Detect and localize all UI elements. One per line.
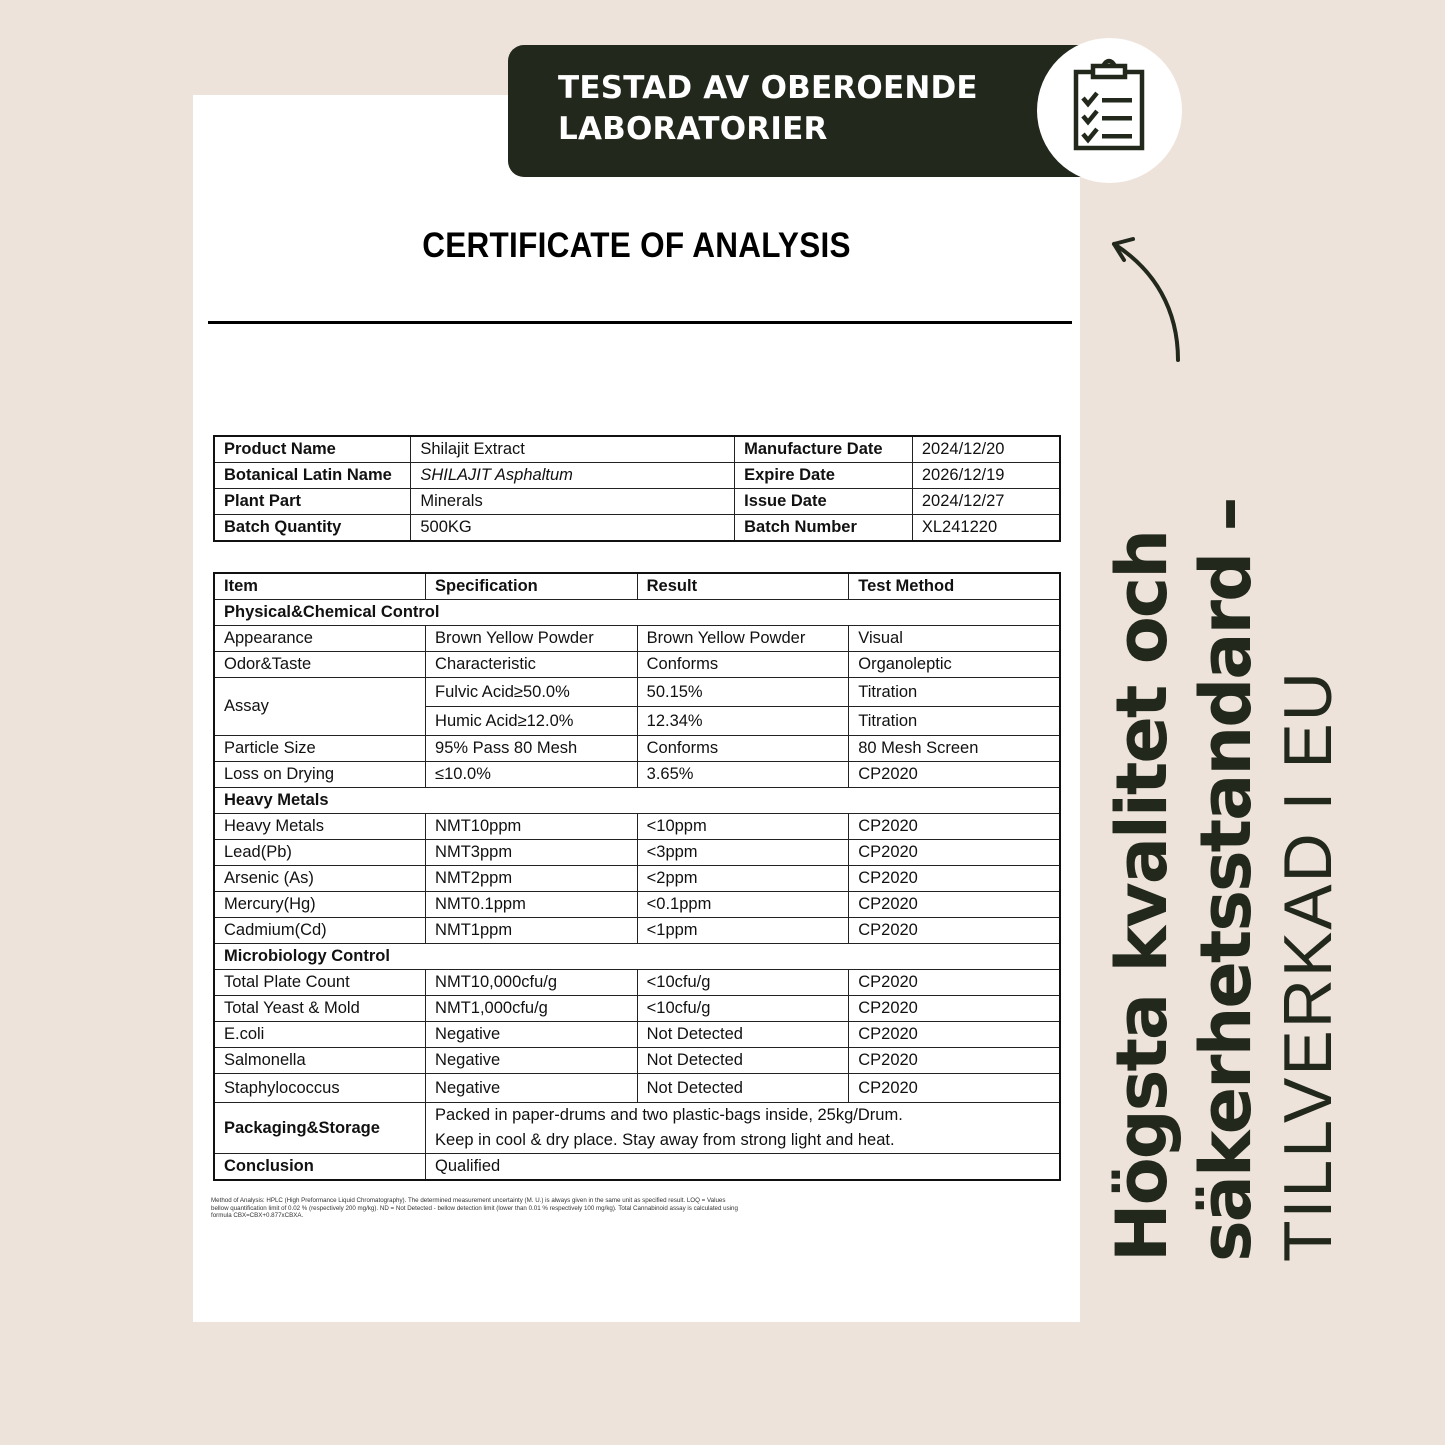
cell-method: CP2020	[849, 918, 1060, 944]
table-row	[214, 892, 1060, 918]
table-row	[214, 918, 1060, 944]
info-value: 2026/12/19	[912, 463, 1060, 489]
cell-method: CP2020	[849, 1048, 1060, 1074]
info-label: Expire Date	[735, 463, 913, 489]
section-row	[214, 944, 1060, 970]
table-row	[214, 626, 1060, 652]
cell-spec: NMT1ppm	[426, 918, 638, 944]
analysis-table	[213, 572, 1061, 1181]
cell-spec: Negative	[426, 1022, 638, 1048]
table-row	[214, 866, 1060, 892]
column-header-item: Item	[214, 573, 426, 600]
table-row	[214, 814, 1060, 840]
cell-item: Cadmium(Cd)	[214, 918, 426, 944]
cell-spec: NMT10,000cfu/g	[426, 970, 638, 996]
tagline-line-2: säkerhetsstandard –	[1185, 498, 1267, 1262]
section-row	[214, 600, 1060, 626]
info-label: Product Name	[214, 436, 411, 463]
table-row	[214, 515, 1060, 542]
banner-heading	[558, 68, 978, 150]
cell-result: 3.65%	[637, 762, 849, 788]
cell-item: Mercury(Hg)	[214, 892, 426, 918]
cell-result: Not Detected	[637, 1048, 849, 1074]
table-row	[214, 1022, 1060, 1048]
cell-spec: NMT0.1ppm	[426, 892, 638, 918]
tagline-line-1: Högsta kvalitet och	[1101, 530, 1183, 1262]
info-label: Manufacture Date	[735, 436, 913, 463]
column-header-test-method: Test Method	[849, 573, 1060, 600]
table-row	[214, 1048, 1060, 1074]
table-row	[214, 840, 1060, 866]
cell-item: Heavy Metals	[214, 814, 426, 840]
cell-spec: NMT3ppm	[426, 840, 638, 866]
method-footnote: Method of Analysis: HPLC (High Preformance Liquid Chromatography). The determined measurement uncertainty (M. U.) is always given in the same unit as specified result. LOQ = Values bellow quantification limit of 0.02 % (respectively 200 mg/kg). ND = Not Detected - bellow detection limit (lower than 0.01 % respectively 100 mg/kg). Total Cannabinoid assay is calculated using formula CBX=CBX+0.877xCBXA.	[211, 1197, 738, 1219]
clipboard-badge	[1037, 38, 1182, 183]
banner-line-1: TESTAD AV OBEROENDE	[558, 70, 978, 106]
cell-result: <1ppm	[637, 918, 849, 944]
cell-result: <10ppm	[637, 814, 849, 840]
table-row	[214, 762, 1060, 788]
table-row	[214, 463, 1060, 489]
cell-spec: Negative	[426, 1074, 638, 1103]
table-header-row	[214, 573, 1060, 600]
cell-spec: NMT10ppm	[426, 814, 638, 840]
info-value: 500KG	[411, 515, 735, 542]
cell-item: Total Plate Count	[214, 970, 426, 996]
packaging-value	[426, 1103, 1060, 1154]
quality-tagline	[1100, 498, 1348, 1262]
cell-spec: Humic Acid≥12.0%	[426, 707, 638, 736]
column-header-result: Result	[637, 573, 849, 600]
cell-result: 12.34%	[637, 707, 849, 736]
info-value: Minerals	[411, 489, 735, 515]
cell-item: Salmonella	[214, 1048, 426, 1074]
conclusion-value: Qualified	[426, 1154, 1060, 1181]
table-row	[214, 996, 1060, 1022]
cell-method: CP2020	[849, 1074, 1060, 1103]
column-header-specification: Specification	[426, 573, 638, 600]
info-label: Issue Date	[735, 489, 913, 515]
cell-method: CP2020	[849, 814, 1060, 840]
cell-method: Titration	[849, 707, 1060, 736]
section-heavy-metals: Heavy Metals	[214, 788, 1060, 814]
info-label: Plant Part	[214, 489, 411, 515]
cell-method: CP2020	[849, 866, 1060, 892]
cell-spec: Fulvic Acid≥50.0%	[426, 678, 638, 707]
table-row	[214, 970, 1060, 996]
curved-arrow-icon	[1100, 230, 1200, 370]
info-label: Batch Quantity	[214, 515, 411, 542]
info-value: 2024/12/20	[912, 436, 1060, 463]
document-title: CERTIFICATE OF ANALYSIS	[422, 226, 851, 265]
conclusion-label: Conclusion	[214, 1154, 426, 1181]
cell-result: Conforms	[637, 736, 849, 762]
table-row	[214, 1074, 1060, 1103]
info-label: Batch Number	[735, 515, 913, 542]
cell-spec: 95% Pass 80 Mesh	[426, 736, 638, 762]
cell-item: Staphylococcus	[214, 1074, 426, 1103]
cell-method: CP2020	[849, 840, 1060, 866]
cell-method: 80 Mesh Screen	[849, 736, 1060, 762]
cell-result: <3ppm	[637, 840, 849, 866]
info-value: SHILAJIT Asphaltum	[411, 463, 735, 489]
cell-item: Appearance	[214, 626, 426, 652]
table-row	[214, 736, 1060, 762]
packaging-line-2: Keep in cool & dry place. Stay away from strong light and heat.	[435, 1131, 895, 1149]
cell-spec: ≤10.0%	[426, 762, 638, 788]
section-row	[214, 788, 1060, 814]
cell-spec: Characteristic	[426, 652, 638, 678]
conclusion-row	[214, 1154, 1060, 1181]
cell-item: Lead(Pb)	[214, 840, 426, 866]
packaging-line-1: Packed in paper-drums and two plastic-bags inside, 25kg/Drum.	[435, 1106, 903, 1124]
cell-method: CP2020	[849, 996, 1060, 1022]
cell-item: Loss on Drying	[214, 762, 426, 788]
cell-method: CP2020	[849, 762, 1060, 788]
banner-line-2: LABORATORIER	[558, 111, 828, 147]
cell-result: 50.15%	[637, 678, 849, 707]
packaging-row	[214, 1103, 1060, 1154]
clipboard-checklist-icon	[1071, 58, 1147, 153]
section-physical-chemical: Physical&Chemical Control	[214, 600, 1060, 626]
cell-item: Total Yeast & Mold	[214, 996, 426, 1022]
cell-result: Conforms	[637, 652, 849, 678]
table-row	[214, 652, 1060, 678]
packaging-label: Packaging&Storage	[214, 1103, 426, 1154]
info-value: XL241220	[912, 515, 1060, 542]
product-info-table	[213, 435, 1061, 542]
tagline-line-3: TILLVERKAD I EU	[1270, 670, 1346, 1262]
section-microbiology: Microbiology Control	[214, 944, 1060, 970]
cell-result: Not Detected	[637, 1074, 849, 1103]
table-row	[214, 678, 1060, 707]
cell-method: CP2020	[849, 892, 1060, 918]
cell-method: Titration	[849, 678, 1060, 707]
cell-item: Assay	[214, 678, 426, 736]
cell-item: Arsenic (As)	[214, 866, 426, 892]
info-value: 2024/12/27	[912, 489, 1060, 515]
cell-result: Brown Yellow Powder	[637, 626, 849, 652]
cell-spec: NMT2ppm	[426, 866, 638, 892]
cell-method: Visual	[849, 626, 1060, 652]
table-row	[214, 489, 1060, 515]
cell-result: Not Detected	[637, 1022, 849, 1048]
cell-result: <10cfu/g	[637, 996, 849, 1022]
cell-item: Odor&Taste	[214, 652, 426, 678]
title-divider	[208, 321, 1072, 324]
cell-method: CP2020	[849, 970, 1060, 996]
cell-method: CP2020	[849, 1022, 1060, 1048]
cell-item: Particle Size	[214, 736, 426, 762]
table-row	[214, 436, 1060, 463]
cell-item: E.coli	[214, 1022, 426, 1048]
cell-spec: Brown Yellow Powder	[426, 626, 638, 652]
cell-method: Organoleptic	[849, 652, 1060, 678]
info-value: Shilajit Extract	[411, 436, 735, 463]
cell-spec: NMT1,000cfu/g	[426, 996, 638, 1022]
info-label: Botanical Latin Name	[214, 463, 411, 489]
cell-result: <0.1ppm	[637, 892, 849, 918]
cell-spec: Negative	[426, 1048, 638, 1074]
cell-result: <10cfu/g	[637, 970, 849, 996]
cell-result: <2ppm	[637, 866, 849, 892]
